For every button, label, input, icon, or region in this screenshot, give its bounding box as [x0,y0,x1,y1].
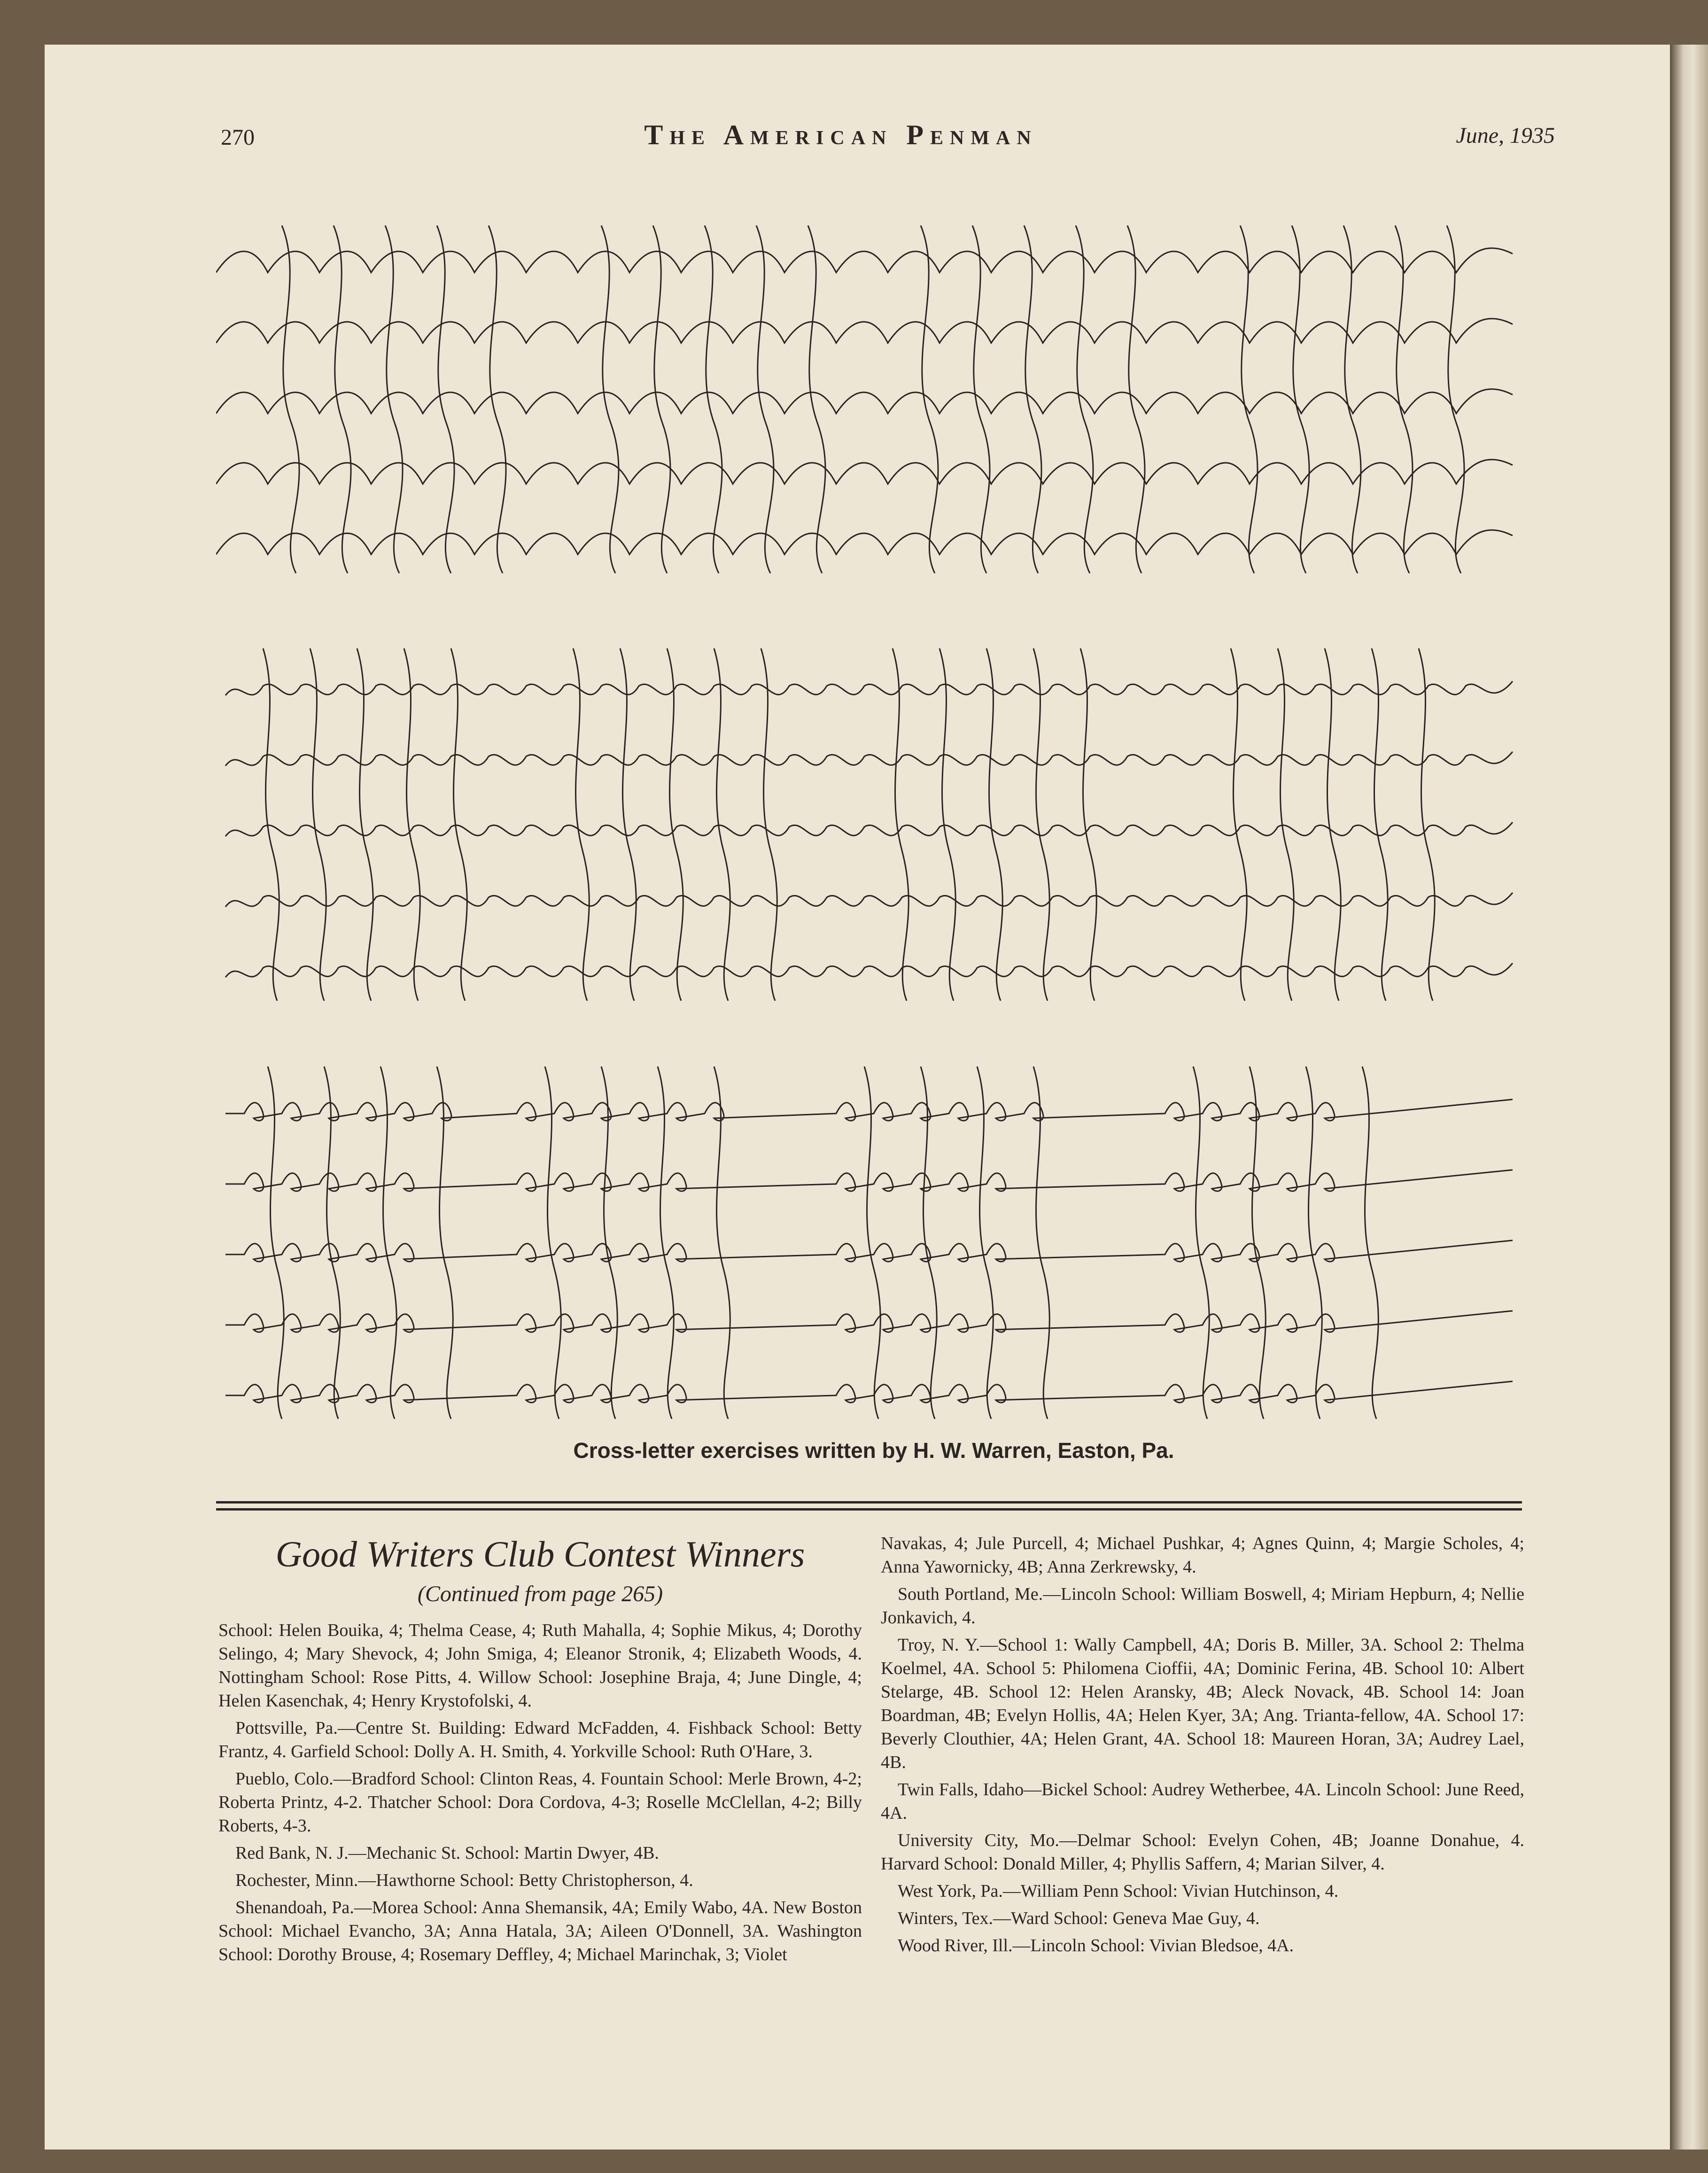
v-exercise-drawing [216,639,1531,1001]
article-subtitle: (Continued from page 265) [417,1581,663,1606]
page-number: 270 [221,125,255,150]
winners-paragraph: Red Bank, N. J.—Mechanic St. School: Martin Dwyer, 4B. [235,1843,659,1863]
manna-cross-strokes [282,226,1464,573]
manna-rows [216,248,1513,554]
winners-paragraph: Pueblo, Colo.—Bradford School: Clinton Reas, 4. Fountain School: Merle Brown, 4-2; Roberta Printz, 4-2. Thatcher School: Dora Cordova, 4-3; Roselle McClellan, 4-2; Billy Roberts, 4-3. [218,1769,862,1836]
issue-date: June, 1935 [1456,123,1555,148]
exercise-caption: Cross-letter exercises written by H. W. Warren, Easton, Pa. [573,1438,1174,1463]
winners-paragraph: Shenandoah, Pa.—Morea School: Anna Shemansik, 4A; Emily Wabo, 4A. New Boston School: Michael Evancho, 3A; Anna Hatala, 3A; Aileen O'Donnell, 3A. Washington School: Dorothy Brouse, 4; Rosemary Deffley, 4; Michael Marinchak, 3; Violet [218,1898,862,1964]
article-left-column [218,1532,862,1970]
page-header [169,110,1555,157]
magazine-title: The American Penman [644,119,1038,150]
s-cross-strokes [268,1067,1378,1419]
v-cross-strokes [263,648,1435,1001]
winners-paragraph: Pottsville, Pa.—Centre St. Building: Edward McFadden, 4. Fishback School: Betty Frantz, 4. Garfield School: Dolly A. H. Smith, 4. Yorkville School: Ruth O'Hare, 3. [218,1718,862,1761]
winners-paragraph: Wood River, Ill.—Lincoln School: Vivian Bledsoe, 4A. [898,1936,1294,1955]
winners-paragraph: Navakas, 4; Jule Purcell, 4; Michael Pushkar, 4; Agnes Quinn, 4; Margie Scholes, 4; Anna Yawornicky, 4B; Anna Zerkrewsky, 4. [881,1534,1524,1577]
s-exercise-drawing [216,1057,1531,1419]
winners-paragraph: South Portland, Me.—Lincoln School: William Boswell, 4; Miriam Hepburn, 4; Nellie Jonkavich, 4. [881,1584,1524,1628]
article-title: Good Writers Club Contest Winners [275,1534,805,1574]
winners-paragraph: West York, Pa.—William Penn School: Vivian Hutchinson, 4. [898,1881,1339,1901]
section-divider-bottom [216,1508,1522,1511]
winners-paragraph: University City, Mo.—Delmar School: Evelyn Cohen, 4B; Joanne Donahue, 4. Harvard School: Donald Miller, 4; Phyllis Saffern, 4; Marian Silver, 4. [881,1830,1524,1874]
winners-paragraph: Troy, N. Y.—School 1: Wally Campbell, 4A; Doris B. Miller, 3A. School 2: Thelma Koelmel, 4A. School 5: Philomena Cioffii, 4A; Dominic Ferina, 4B. School 10: Albert Stelarge, 4B. School 12: Helen Aransky, 4B; Aleck Novack, 4B. School 14: Joan Boardman, 4B; Evelyn Hollis, 4A; Helen Kyer, 3A; Ang. Trianta-fellow, 4A. School 17: Beverly Clouthier, 4A; Helen Grant, 4A. School 18: Maureen Horan, 3A; Audrey Lael, 4B. [881,1635,1524,1772]
winners-paragraph: Rochester, Minn.—Hawthorne School: Betty Christopherson, 4. [235,1870,693,1890]
section-divider-top [216,1501,1522,1503]
exercise-block-v [216,639,1531,1001]
exercise-block-s [216,1057,1531,1419]
winners-paragraph: School: Helen Bouika, 4; Thelma Cease, 4; Ruth Mahalla, 4; Sophie Mikus, 4; Dorothy Selingo, 4; Mary Shevock, 4; John Smiga, 4; Eleanor Stronik, 4; Elizabeth Woods, 4. Nottingham School: Rose Pitts, 4. Willow School: Josephine Braja, 4; June Dingle, 4; Helen Kasenchak, 4; Henry Krystofolski, 4. [218,1620,862,1711]
exercise-block-manna [216,216,1531,578]
manna-exercise-drawing [216,216,1531,578]
winners-paragraph: Winters, Tex.—Ward School: Geneva Mae Guy, 4. [898,1908,1260,1928]
article-right-column [881,1532,1524,1961]
winners-paragraph: Twin Falls, Idaho—Bickel School: Audrey Wetherbee, 4A. Lincoln School: June Reed, 4A. [881,1780,1524,1823]
book-spine [1670,45,1708,2150]
